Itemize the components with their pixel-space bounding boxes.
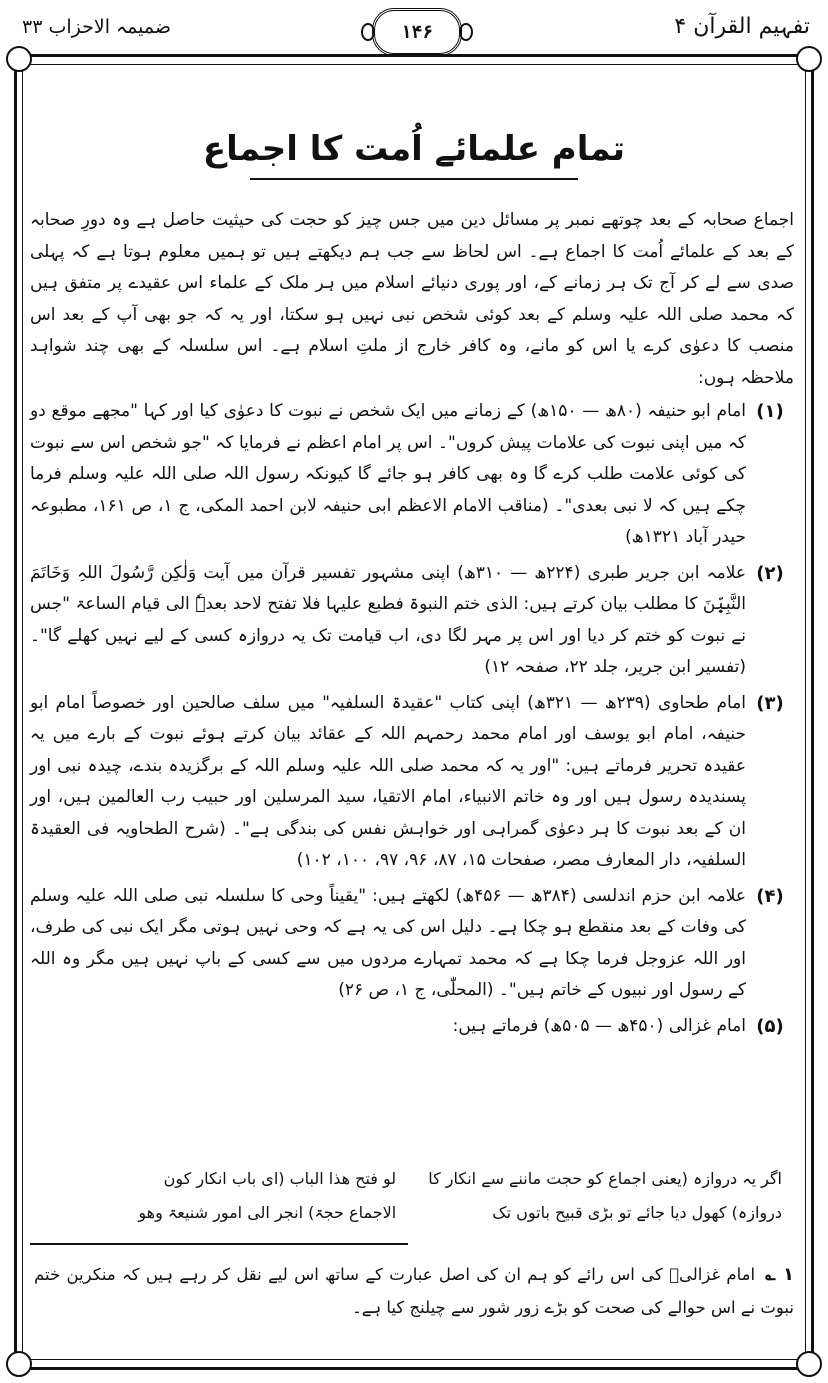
list-item xyxy=(30,1011,794,1043)
quote-row xyxy=(40,1162,782,1196)
running-header-book-title: تفہیم القرآن ۴ xyxy=(674,14,810,39)
footnote-marker: ۱ ؎ xyxy=(765,1264,794,1285)
item-number: (۳) xyxy=(756,692,784,714)
urdu-translation: اگر یہ دروازہ (یعنی اجماع کو حجت ماننے سے انکار کا xyxy=(428,1169,782,1188)
item-text: علامہ ابن جریر طبری (۲۲۴ھ — ۳۱۰ھ) اپنی مشہور تفسیر قرآن میں آیت وَلٰکِن رَّسُولَ اللہِ وَخَاتَمَ النَّبِیّٖنَ کا مطلب بیان کرتے ہیں: الذی ختم النبوۃ فطبع علیہا فلا تفتح لاحد بعدہٗ الی قیام الساعۃ "جس نے نبوت کو ختم کر دیا اور اس پر مہر لگا دی، اب قیامت تک یہ دروازہ کسی کے لیے نہیں کھلے گا"۔ (تفسیر ابن جریر، جلد ۲۲، صفحہ ۱۲) xyxy=(30,562,747,677)
main-text xyxy=(30,205,794,1046)
footnote xyxy=(34,1258,794,1324)
footnote-separator xyxy=(30,1243,408,1245)
item-number: (۲) xyxy=(756,562,784,584)
intro-paragraph: اجماع صحابہ کے بعد چوتھے نمبر پر مسائل دین میں جس چیز کو حجت کی حیثیت حاصل ہے وہ دورِ صحابہ کے بعد کے علمائے اُمت کا اجماع ہے۔ اس لحاظ سے جب ہم دیکھتے ہیں تو ہمیں معلوم ہوتا ہے کہ پہلی صدی سے لے کر آج تک ہر زمانے کے، اور پوری دنیائے اسلام میں ہر ملک کے علماء اس عقیدے پر متفق ہیں کہ محمد صلی اللہ علیہ وسلم کے بعد کوئی شخص نبی نہیں ہو سکتا، اور یہ کہ جو بھی آپ کے بعد اس منصب کا دعوٰی کرے یا اس کو مانے، وہ کافر خارج از ملتِ اسلام ہے۔ اس سلسلہ کے بھی چند شواہد ملاحظہ ہوں: xyxy=(30,210,794,388)
footnote-text: امام غزالیؒ کی اس رائے کو ہم ان کی اصل عبارت کے ساتھ اس لیے نقل کر رہے ہیں کہ منکرین ختم نبوت نے اس حوالے کی صحت کو بڑے زور شور سے چیلنج کیا ہے۔ xyxy=(34,1265,794,1317)
item-number: (۵) xyxy=(756,1015,784,1037)
frame-corner-ornament xyxy=(796,46,822,72)
arabic-text: لو فتح ھذا الباب (ای باب انکار کون xyxy=(163,1169,397,1188)
heading-underline xyxy=(250,178,578,180)
item-text: امام طحاوی (۲۳۹ھ — ۳۲۱ھ) اپنی کتاب "عقیدۃ السلفیہ" میں سلف صالحین اور خصوصاً امام ابو حنیفہ، امام ابو یوسف اور امام محمد رحمہم اللہ کے عقائد بیان کرتے ہوئے نبوت کے بارے میں یہ عقیدہ تحریر فرماتے ہیں: "اور یہ کہ محمد صلی اللہ علیہ وسلم اللہ کے برگزیدہ بندے، چیدہ نبی اور پسندیدہ رسول ہیں اور وہ خاتم الانبیاء، امام الاتقیا، سید المرسلین اور حبیب رب العالمین ہیں، اور ان کے بعد نبوت کا ہر دعوٰی گمراہی اور خواہش نفس کی بندگی ہے"۔ (شرح الطحاویہ فی العقیدۃ السلفیہ، دار المعارف مصر، صفحات ۱۵، ۸۷، ۹۶، ۹۷، ۱۰۰، ۱۰۲) xyxy=(30,692,746,870)
quoted-arabic-block xyxy=(40,1162,782,1230)
running-header-section: ضمیمہ الاحزاب ۳۳ xyxy=(22,16,171,38)
frame-corner-ornament xyxy=(6,46,32,72)
arabic-text: الاجماع حجۃ) انجر الی امور شنیعۃ وھو xyxy=(138,1203,397,1222)
list-item xyxy=(30,396,794,554)
list-item xyxy=(30,558,794,684)
item-text: علامہ ابن حزم اندلسی (۳۸۴ھ — ۴۵۶ھ) لکھتے ہیں: "یقیناً وحی کا سلسلہ نبی صلی اللہ علیہ وسلم کی وفات کے بعد منقطع ہو چکا ہے۔ دلیل اس کی یہ ہے کہ وحی نہیں ہوتی مگر ایک نبی کی طرف، اور اللہ عزوجل فرما چکا ہے کہ محمد تمہارے مردوں میں سے کسی کے باپ نہیں ہیں مگر وہ اللہ کے رسول اور نبیوں کے خاتم ہیں"۔ (المحلّٰی، ج ۱، ص ۲۶) xyxy=(30,885,746,1000)
page-number-badge xyxy=(372,8,462,56)
item-number: (۴) xyxy=(756,885,784,907)
item-text: امام غزالی (۴۵۰ھ — ۵۰۵ھ) فرماتے ہیں: xyxy=(452,1015,746,1036)
list-item xyxy=(30,881,794,1007)
item-number: (۱) xyxy=(756,401,784,422)
page-number: ۱۴۶ xyxy=(400,21,434,43)
urdu-translation: دروازہ) کھول دیا جائے تو بڑی قبیح باتوں تک xyxy=(492,1203,782,1222)
frame-corner-ornament xyxy=(796,1351,822,1377)
quote-row xyxy=(40,1196,782,1230)
list-item xyxy=(30,688,794,877)
frame-corner-ornament xyxy=(6,1351,32,1377)
chapter-heading: تمام علمائے اُمت کا اجماع xyxy=(202,129,626,169)
item-text: امام ابو حنیفہ (۸۰ھ — ۱۵۰ھ) کے زمانے میں ایک شخص نے نبوت کا دعوٰی کیا اور کہا "مجھے موقع دو کہ میں اپنی نبوت کی علامات پیش کروں"۔ اس پر امام اعظم نے فرمایا کہ "جو شخص اس سے نبوت کی کوئی علامت طلب کرے گا وہ بھی کافر ہو جائے گا کیونکہ رسول اللہ صلی اللہ علیہ وسلم فرما چکے ہیں کہ لا نبی بعدی"۔ (مناقب الامام الاعظم ابی حنیفہ لابن احمد المکی، ج ۱، ص ۱۶۱، مطبوعہ حیدر آباد ۱۳۲۱ھ) xyxy=(30,401,746,547)
